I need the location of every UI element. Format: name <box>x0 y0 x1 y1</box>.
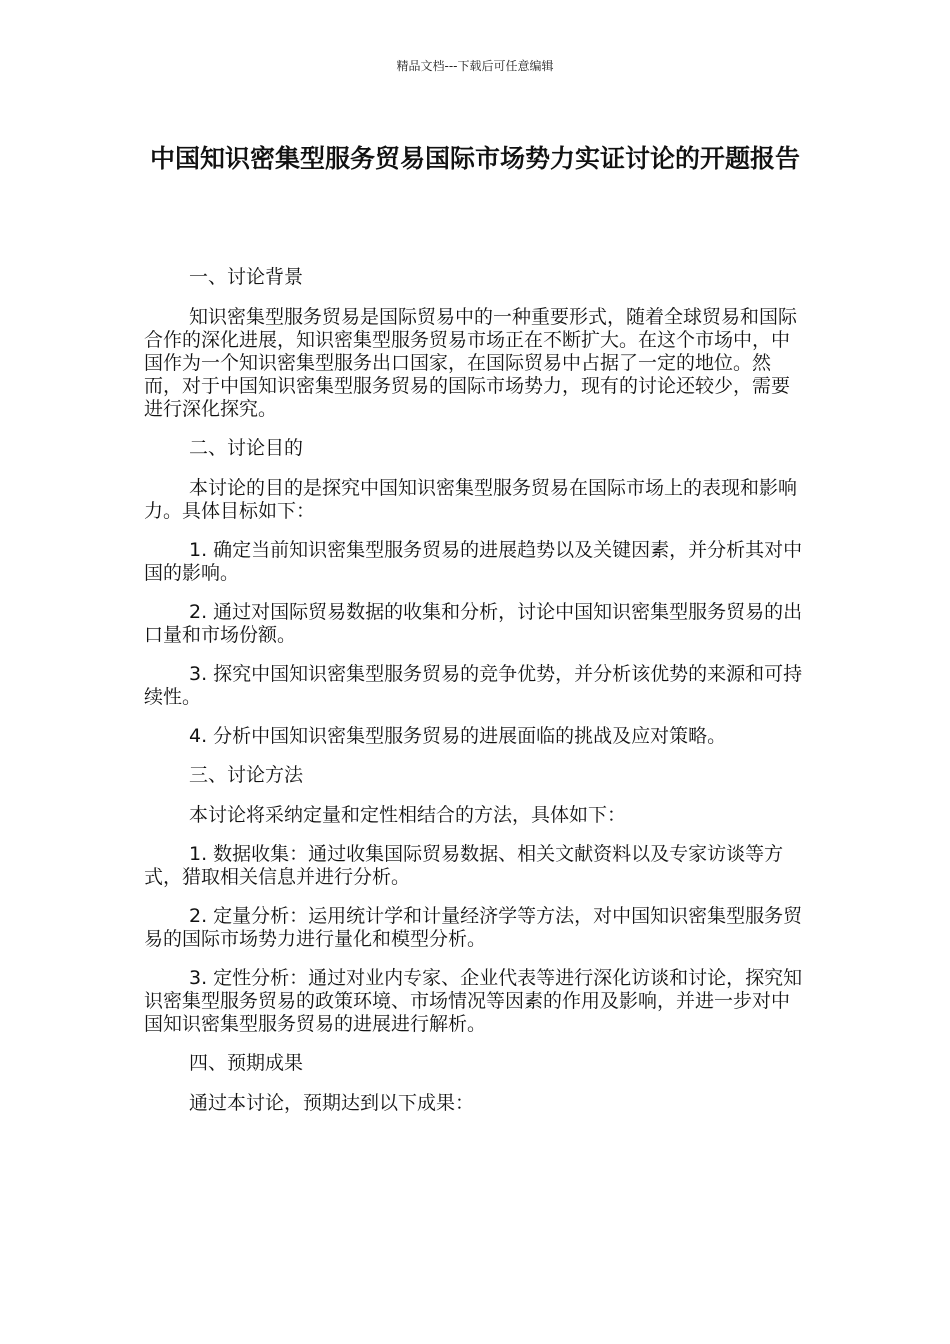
section-heading-results: 四、预期成果 <box>189 1052 304 1074</box>
document-body <box>144 266 804 1131</box>
list-item-purpose-4: 4. 分析中国知识密集型服务贸易的进展面临的挑战及应对策略。 <box>189 725 727 747</box>
list-item-method-3: 3. 定性分析：通过对业内专家、企业代表等进行深化访谈和讨论，探究知识密集型服务贸易的政策环境、市场情况等因素的作用及影响，并进一步对中国知识密集型服务贸易的进展进行解析。 <box>144 967 803 1035</box>
page-header-note: 精品文档---下载后可任意编辑 <box>396 59 554 73</box>
list-item-purpose-3: 3. 探究中国知识密集型服务贸易的竞争优势，并分析该优势的来源和可持续性。 <box>144 663 803 708</box>
paragraph-results-intro: 通过本讨论，预期达到以下成果： <box>189 1092 475 1114</box>
list-item-purpose-1: 1. 确定当前知识密集型服务贸易的进展趋势以及关键因素，并分析其对中国的影响。 <box>144 539 803 584</box>
section-heading-purpose: 二、讨论目的 <box>189 437 304 459</box>
list-item-method-2: 2. 定量分析：运用统计学和计量经济学等方法，对中国知识密集型服务贸易的国际市场势力进行量化和模型分析。 <box>144 905 803 950</box>
list-item-purpose-2: 2. 通过对国际贸易数据的收集和分析，讨论中国知识密集型服务贸易的出口量和市场份额。 <box>144 601 803 646</box>
paragraph-purpose-intro: 本讨论的目的是探究中国知识密集型服务贸易在国际市场上的表现和影响力。具体目标如下： <box>144 477 798 522</box>
document-title: 中国知识密集型服务贸易国际市场势力实证讨论的开题报告 <box>149 144 800 173</box>
paragraph-method-intro: 本讨论将采纳定量和定性相结合的方法，具体如下： <box>189 804 627 826</box>
section-heading-method: 三、讨论方法 <box>189 764 304 786</box>
list-item-method-1: 1. 数据收集：通过收集国际贸易数据、相关文献资料以及专家访谈等方式，猎取相关信息并进行分析。 <box>144 843 784 888</box>
paragraph-background: 知识密集型服务贸易是国际贸易中的一种重要形式，随着全球贸易和国际合作的深化进展，知识密集型服务贸易市场正在不断扩大。在这个市场中，中国作为一个知识密集型服务出口国家，在国际贸易中占据了一定的地位。然而，对于中国知识密集型服务贸易的国际市场势力，现有的讨论还较少，需要进行深化探究。 <box>144 306 798 420</box>
section-heading-background: 一、讨论背景 <box>189 266 304 288</box>
